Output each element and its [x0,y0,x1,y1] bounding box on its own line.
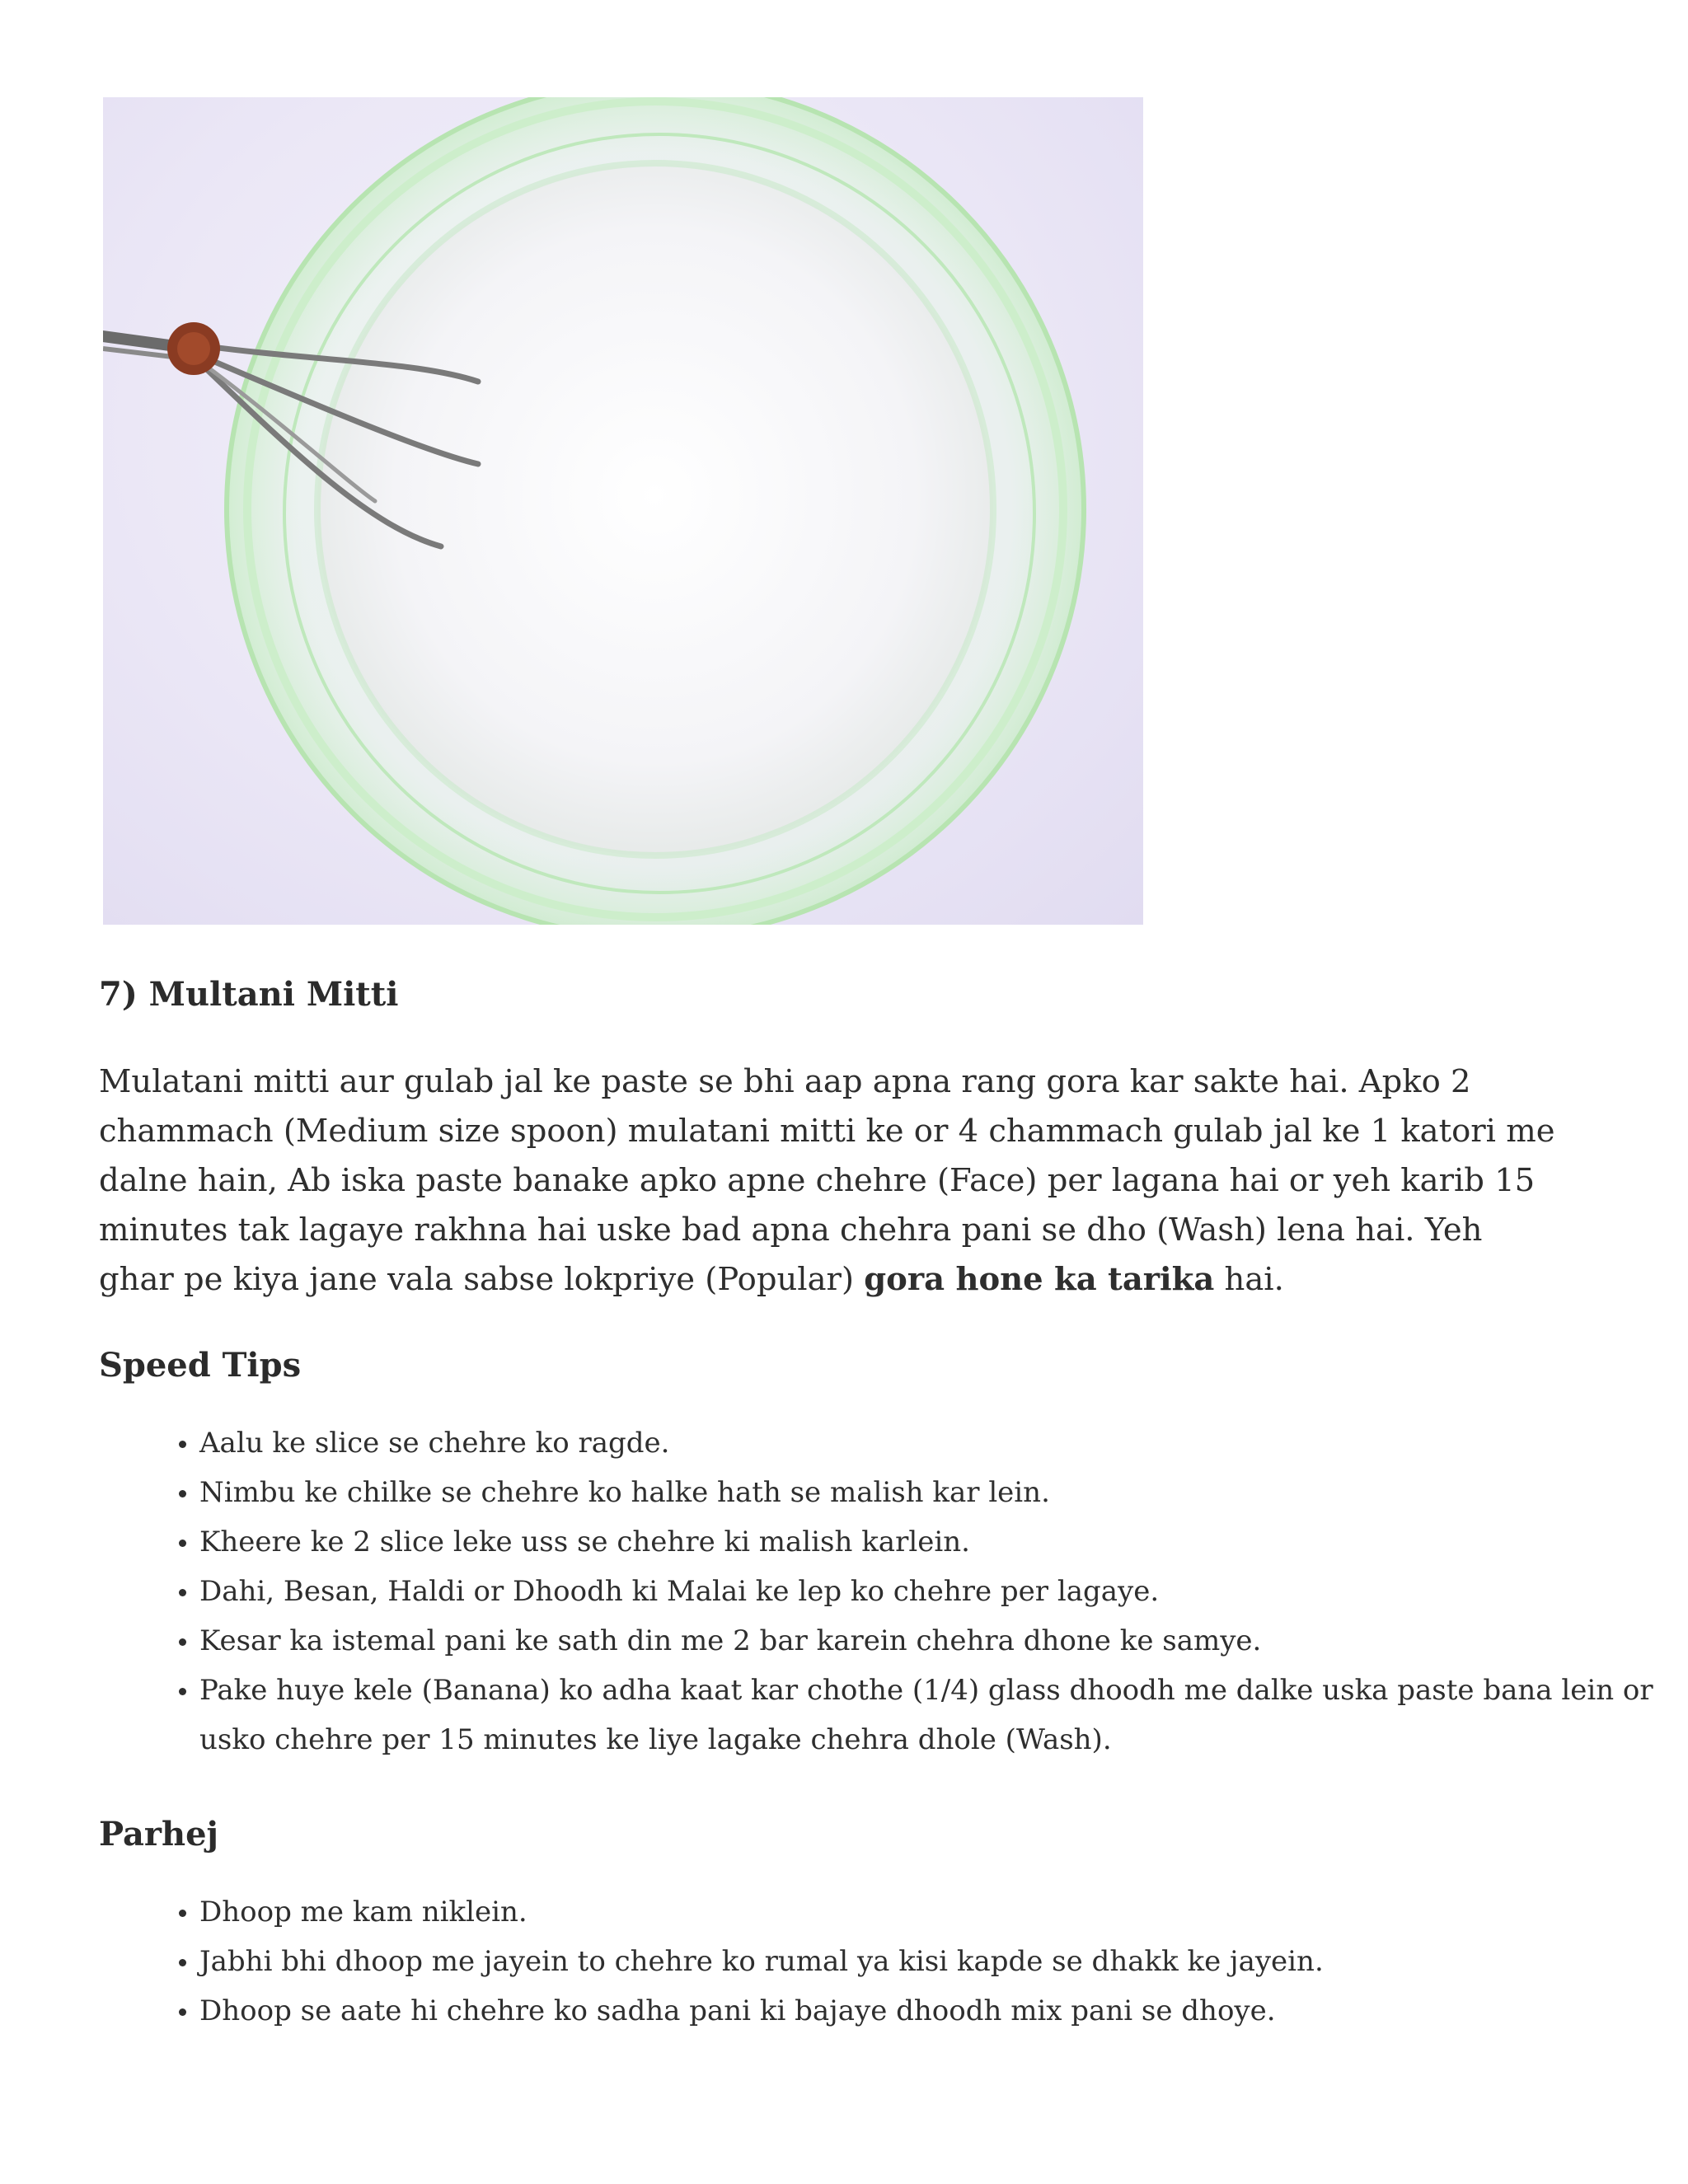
multani-mitti-paragraph [99,1057,1566,1305]
list-item: • Nimbu ke chilke se chehre ko halke hath se malish kar lein. [199,1468,1675,1517]
list-item: • Kheere ke 2 slice leke uss se chehre ki malish karlein. [199,1517,1675,1567]
paragraph-text-end: hai. [1214,1261,1284,1298]
speed-tips-list [99,1418,1675,1765]
list-item: • Aalu ke slice se chehre ko ragde. [199,1418,1675,1468]
list-item: • Jabhi bhi dhoop me jayein to chehre ko rumal ya kisi kapde se dhakk ke jayein. [199,1937,1675,1986]
paragraph-text: Mulatani mitti aur gulab jal ke paste se bhi aap apna rang gora kar sakte hai. Apko 2 chammach (Medium size spoon) mulatani mitti ke or 4 chammach gulab jal ke 1 katori me dalne hain, Ab iska paste banake apko apne chehre (Face) per lagana hai or yeh karib 15 minutes tak lagaye rakhna hai uske bad apna chehra pani se dho (Wash) lena hai. Yeh ghar pe kiya jane vala sabse lokpriye (Popular) [99,1063,1555,1298]
section-title-multani-mitti: 7) Multani Mitti [99,975,399,1014]
list-item: • Dhoop me kam niklein. [199,1887,1675,1937]
section-title-parhej: Parhej [99,1815,218,1854]
bowl-illustration [103,97,1143,925]
paragraph-bold-keyword: gora hone ka tarika [864,1261,1215,1298]
list-item: • Pake huye kele (Banana) ko adha kaat kar chothe (1/4) glass dhoodh me dalke uska paste bana lein or usko chehre per 15 minutes ke liye lagake chehra dhole (Wash). [199,1666,1675,1765]
list-item: • Dahi, Besan, Haldi or Dhoodh ki Malai ke lep ko chehre per lagaye. [199,1567,1675,1616]
section-title-speed-tips: Speed Tips [99,1346,302,1385]
whisk-bowl-image [103,97,1143,925]
list-item: • Dhoop se aate hi chehre ko sadha pani ki bajaye dhoodh mix pani se dhoye. [199,1986,1675,2036]
list-item: • Kesar ka istemal pani ke sath din me 2 bar karein chehra dhone ke samye. [199,1616,1675,1666]
parhej-list [99,1887,1675,2036]
